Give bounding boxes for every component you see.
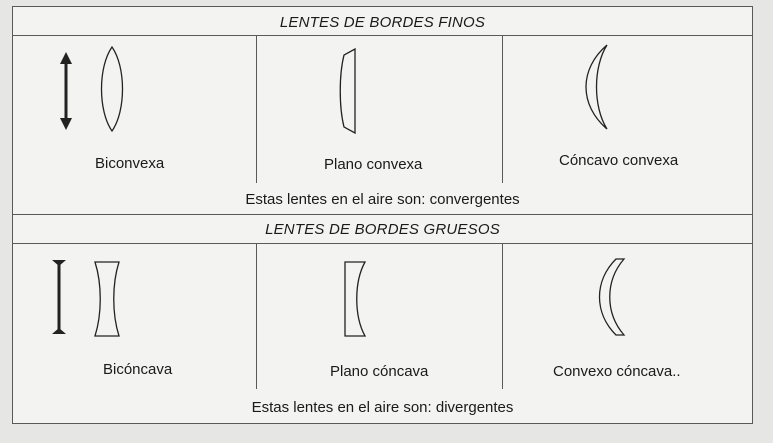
converging-note: Estas lentes en el aire son: convergentes (245, 191, 520, 208)
lens-label-biconcava: Bicóncava (103, 361, 173, 378)
biconcave-lens-icon (93, 260, 121, 340)
biconvex-lens-icon (97, 45, 127, 135)
thick-lenses-title: LENTES DE BORDES GRUESOS (265, 221, 500, 238)
lens-label-plano-convexa: Plano convexa (324, 156, 423, 173)
column-divider (502, 35, 503, 183)
divider (13, 243, 752, 244)
lens-label-plano-concava: Plano cóncava (330, 363, 429, 380)
lens-label-convexo-concava: Convexo cóncava.. (553, 363, 681, 380)
plano-convex-lens-icon (339, 47, 369, 137)
lens-label-concavo-convexa: Cóncavo convexa (559, 152, 679, 169)
diverging-note: Estas lentes en el aire son: divergentes (251, 399, 514, 416)
column-divider (256, 243, 257, 389)
converging-arrow-icon (51, 51, 81, 131)
column-divider (256, 35, 257, 183)
convexo-concave-lens-icon (591, 257, 631, 339)
thin-lenses-title: LENTES DE BORDES FINOS (279, 14, 486, 31)
divider (13, 214, 752, 215)
concavo-convex-lens-icon (577, 43, 617, 133)
lens-label-biconvexa: Biconvexa (95, 155, 165, 172)
plano-concave-lens-icon (343, 260, 373, 340)
divider (13, 35, 752, 36)
column-divider (502, 243, 503, 389)
diverging-arrow-icon (47, 257, 71, 337)
lens-table (12, 6, 753, 424)
